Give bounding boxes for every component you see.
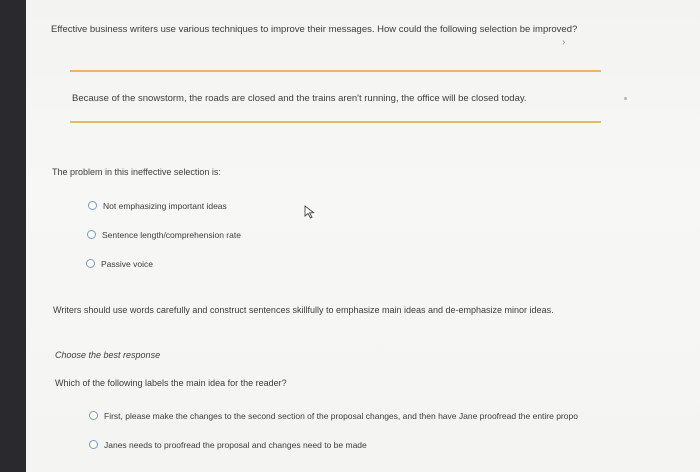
radio-button[interactable] (88, 201, 97, 210)
question2-label: Which of the following labels the main idea for the reader? (55, 378, 287, 388)
passage-bottom-rule (70, 121, 601, 123)
radio-button[interactable] (86, 259, 95, 268)
dot-marker (624, 97, 627, 100)
passage-text: Because of the snowstorm, the roads are closed and the trains aren't running, the office will be closed today. (72, 93, 527, 104)
radio-button[interactable] (89, 411, 98, 420)
radio-button[interactable] (87, 230, 96, 239)
radio-button[interactable] (89, 440, 98, 449)
guidance-text: Writers should use words carefully and construct sentences skillfully to emphasize main ideas and de-emphasize minor ideas. (53, 305, 554, 315)
question-page (26, 0, 700, 472)
option-label: Passive voice (101, 259, 153, 269)
chevron-icon: › (562, 37, 566, 48)
prompt-text: Effective business writers use various techniques to improve their messages. How could the following selection be improved? (51, 24, 578, 35)
option-label: First, please make the changes to the second section of the proposal changes, and then have Jane proofread the entire propo (104, 411, 578, 421)
passage-top-rule (70, 70, 601, 72)
option-label: Sentence length/comprehension rate (102, 230, 241, 240)
question1-label: The problem in this ineffective selection is: (52, 167, 221, 177)
option-label: Janes needs to proofread the proposal and changes need to be made (104, 440, 367, 450)
instruction-text: Choose the best response (55, 350, 161, 360)
mouse-cursor-icon (304, 205, 316, 219)
option-label: Not emphasizing important ideas (103, 201, 227, 211)
